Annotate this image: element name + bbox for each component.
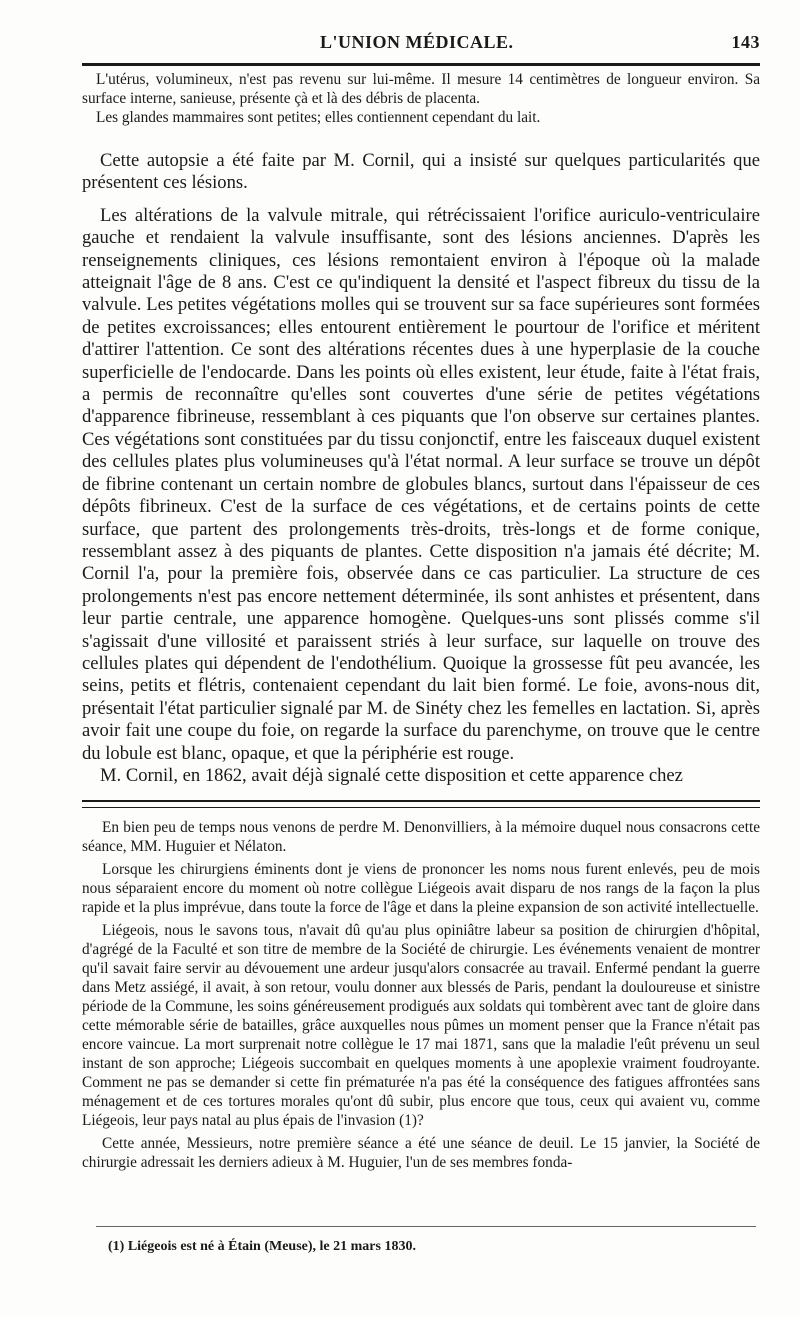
mammary-paragraph: Les glandes mammaires sont petites; elles contiennent cependant du lait. [96,109,541,126]
section-divider [82,800,760,808]
uterus-paragraph: L'utérus, volumineux, n'est pas revenu sur lui-même. Il mesure 14 centimètres de longueur environ. Sa surface interne, sanieuse, présente çà et là des débris de placenta. [82,71,760,107]
autopsy-paragraph: Cette autopsie a été faite par M. Cornil, qui a insisté sur quelques particularités que présentent ces lésions. [82,150,760,194]
cornil-paragraph: M. Cornil, en 1862, avait déjà signalé cette disposition et cette apparence chez [100,764,683,786]
footnote-rule [96,1226,756,1227]
autopsy-report-end [82,70,760,127]
journal-title: L'UNION MÉDICALE. [320,32,514,52]
feuilleton-paragraph: Cette année, Messieurs, notre première séance a été une séance de deuil. Le 15 janvier, la Société de chirurgie adressait les derniers adieux à M. Huguier, l'un de ses membres fonda- [82,1135,760,1171]
feuilleton-paragraph: Liégeois, nous le savons tous, n'avait dû qu'au plus opiniâtre labeur sa position de chirurgien d'hôpital, d'agrégé de la Faculté et son titre de membre de la Société de chirurgie. Les événements venaient de montrer qu'il savait faire servir au dévouement une ardeur jusqu'alors consacrée au travail. Enfermé pendant la guerre dans Metz assiégé, il avait, à son retour, voulu donner aux blessés de Paris, pendant la douloureuse et sinistre période de la Commune, les soins généreusement prodigués aux soldats qui tombèrent avec tant de gloire dans cette mémorable série de batailles, grâce auxquelles nous pûmes un moment penser que la France n'était pas encore vaincue. La mort surprenait notre collègue le 17 mai 1871, sans que la maladie l'eût prévenu un seul instant de son approche; Liégeois succombait en quelques moments à une apoplexie vraiment foudroyante. Comment ne pas se demander si cette fin prématurée n'a pas été la conséquence des fatigues affrontées sans ménagement et de ces tortures morales qu'ont dû subir, plus encore que tous, ceux qui avaient vu, comme Liégeois, leur pays natal au plus épais de l'invasion (1)? [82,922,760,1129]
mitral-valve-paragraph: Les altérations de la valvule mitrale, qui rétrécissaient l'orifice auriculo-ventriculaire gauche et rendaient la valvule insuffisante, sont des lésions anciennes. D'après les renseignements cliniques, ces lésions remontaient environ à l'époque où la malade atteignait l'âge de 8 ans. C'est ce qu'indiquent la densité et l'aspect fibreux du tissu de la valvule. Les petites végétations molles qui se trouvent sur sa face supérieures sont formées de petites excroissances; elles entourent entièrement le pourtour de l'orifice et méritent d'attirer l'attention. Ce sont des altérations récentes dues à une hyperplasie de la couche superficielle de l'endocarde. Dans les points où elles existent, leur étude, faite à l'état frais, a permis de reconnaître qu'elles sont couvertes d'une série de petites végétations d'apparence fibrineuse, ressemblant à ces piquants que l'on observe sur certaines plantes. Ces végétations sont constituées par du tissu conjonctif, entre les faisceaux duquel existent des cellules plates plus volumineuses qu'à l'état normal. A leur surface se trouve un dépôt de fibrine contenant un certain nombre de globules blancs, surtout dans l'épaisseur de ces dépôts fibrineux. C'est de la surface de ces végétations, et de certains points de cette surface, que partent des prolongements très-droits, très-longs et de forme conique, ressemblant assez à des piquants de plantes. Cette disposition n'a jamais été décrite; M. Cornil l'a, pour la première fois, observée dans ce cas particulier. La structure de ces prolongements n'est pas encore nettement déterminée, ils sont anhistes et présentent, dans leur partie centrale, une apparence homogène. Quelques-uns sont plissés comme s'il s'agissait d'une villosité et paraissent striés à leur surface, sur laquelle on trouve des cellules plates qui dépendent de l'endothélium. Quoique la grossesse fût peu avancée, les seins, petits et flétris, contenaient cependant du lait bien formé. Le foie, avons-nous dit, présentait l'état particulier signalé par M. de Sinéty chez les femelles en lactation. Si, après avoir fait une coupe du foie, on regarde la surface du parenchyme, on trouve que le centre du lobule est blanc, opaque, et que la périphérie est rouge. [82,204,760,764]
main-text [82,150,760,787]
running-head [82,32,760,58]
header-rule [82,63,760,66]
page-number: 143 [731,32,760,52]
feuilleton-paragraph: En bien peu de temps nous venons de perdre M. Denonvilliers, à la mémoire duquel nous consacrons cette séance, MM. Huguier et Nélaton. [82,819,760,855]
footnote: (1) Liégeois est né à Étain (Meuse), le 21 mars 1830. [108,1239,416,1254]
feuilleton-paragraph: Lorsque les chirurgiens éminents dont je viens de prononcer les noms nous furent enlevés, peu de mois nous séparaient encore du moment où notre collègue Liégeois avait disparu de nos rangs de la façon la plus rapide et la plus imprévue, dans toute la force de l'âge et dans la pleine expansion de son activité intellectuelle. [82,861,760,916]
feuilleton-text [82,818,760,1176]
